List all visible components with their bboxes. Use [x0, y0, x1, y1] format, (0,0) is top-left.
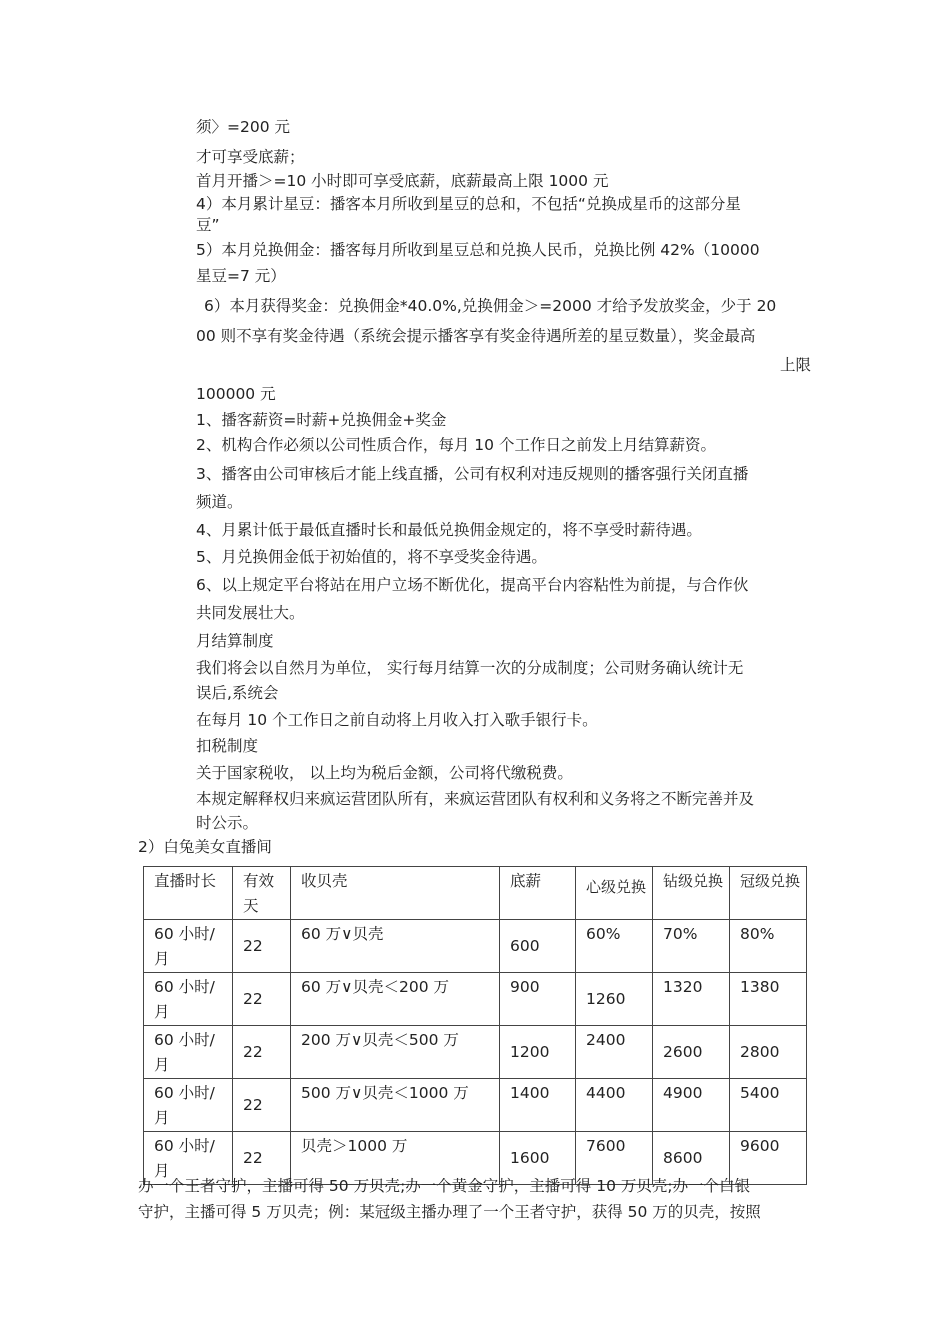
table-cell: 贝壳＞1000 万: [291, 1132, 500, 1185]
table-cell: 70%: [653, 920, 730, 973]
text-line: 星豆=7 元）: [196, 267, 286, 285]
table-cell: [233, 920, 291, 973]
rate-table: [143, 866, 807, 1185]
text-line: 关于国家税收， 以上均为税后金额，公司将代缴税费。: [196, 764, 573, 782]
table-row: [144, 973, 807, 1026]
text-line: 频道。: [196, 493, 243, 511]
text-line: 100000 元: [196, 385, 276, 403]
table-cell: [653, 1026, 730, 1079]
header-text: 心级兑换: [586, 878, 647, 896]
table-cell: 1400: [500, 1079, 576, 1132]
cell-text: 2600: [663, 1043, 703, 1061]
table-cell: 200 万∨贝壳＜500 万: [291, 1026, 500, 1079]
text-line: 4、月累计低于最低直播时长和最低兑换佣金规定的，将不享受时薪待遇。: [196, 521, 702, 539]
table-cell: 60 小时/月: [144, 920, 233, 973]
table-cell: 1380: [730, 973, 807, 1026]
text-line: 6、以上规定平台将站在用户立场不断优化，提高平台内容粘性为前提，与合作伙: [196, 576, 749, 594]
table-header-cell: [576, 867, 653, 920]
text-line: 1、播客薪资=时薪+兑换佣金+奖金: [196, 411, 447, 429]
table-row: [144, 1079, 807, 1132]
table-cell: 7600: [576, 1132, 653, 1185]
table-cell: 60 小时/月: [144, 1079, 233, 1132]
text-line: 才可享受底薪；: [196, 148, 305, 166]
cell-text: 1260: [586, 990, 626, 1008]
text-line: 4）本月累计星豆：播客本月所收到星豆的总和，不包括“兑换成星币的这部分星: [196, 195, 741, 213]
cell-text: 22: [243, 1096, 263, 1114]
section-heading: 2）白兔美女直播间: [138, 838, 272, 856]
table-cell: 60 万∨贝壳＜200 万: [291, 973, 500, 1026]
text-line: 误后,系统会: [196, 684, 279, 702]
table-cell: [233, 1026, 291, 1079]
text-line: 00 则不享有奖金待遇（系统会提示播客享有奖金待遇所差的星豆数量），奖金最高: [196, 327, 756, 345]
text-line: 办一个王者守护，主播可得 50 万贝壳;办一个黄金守护，主播可得 10 万贝壳;办一个白银: [138, 1177, 751, 1195]
table-cell: [576, 973, 653, 1026]
table-header-cell: 有效天: [233, 867, 291, 920]
table-cell: 500 万∨贝壳＜1000 万: [291, 1079, 500, 1132]
cell-text: 8600: [663, 1149, 703, 1167]
table-row: [144, 1026, 807, 1079]
text-line: 2、机构合作必须以公司性质合作，每月 10 个工作日之前发上月结算薪资。: [196, 436, 716, 454]
text-line: 共同发展壮大。: [196, 604, 305, 622]
text-line: 豆”: [196, 216, 220, 234]
table-header-cell: 底薪: [500, 867, 576, 920]
table-header-cell: 钻级兑换: [653, 867, 730, 920]
table-cell: 4900: [653, 1079, 730, 1132]
cell-text: 22: [243, 1149, 263, 1167]
text-line: 我们将会以自然月为单位， 实行每月结算一次的分成制度；公司财务确认统计无: [196, 659, 744, 677]
table-cell: 9600: [730, 1132, 807, 1185]
table-cell: [500, 920, 576, 973]
table-header-cell: 直播时长: [144, 867, 233, 920]
cell-text: 22: [243, 1043, 263, 1061]
table-header-row: [144, 867, 807, 920]
text-line: 3、播客由公司审核后才能上线直播，公司有权利对违反规则的播客强行关闭直播: [196, 465, 749, 483]
cell-text: 22: [243, 937, 263, 955]
text-line: 本规定解释权归来疯运营团队所有，来疯运营团队有权利和义务将之不断完善并及: [196, 790, 755, 808]
cell-text: 2800: [740, 1043, 780, 1061]
table-cell: 80%: [730, 920, 807, 973]
text-line: 在每月 10 个工作日之前自动将上月收入打入歌手银行卡。: [196, 711, 598, 729]
cell-text: 600: [510, 937, 540, 955]
table-cell: [500, 1026, 576, 1079]
cell-text: 1200: [510, 1043, 550, 1061]
table-cell: 60 万∨贝壳: [291, 920, 500, 973]
text-line: 5）本月兑换佣金：播客每月所收到星豆总和兑换人民币，兑换比例 42%（10000: [196, 241, 760, 259]
table-cell: 5400: [730, 1079, 807, 1132]
table-cell: [233, 973, 291, 1026]
table-cell: [730, 1026, 807, 1079]
table-cell: [233, 1079, 291, 1132]
text-line: 6）本月获得奖金：兑换佣金*40.0%,兑换佣金＞=2000 才给予发放奖金，少于 20: [204, 297, 777, 315]
table-cell: 60 小时/月: [144, 973, 233, 1026]
cell-text: 22: [243, 990, 263, 1008]
section-heading: 月结算制度: [196, 632, 274, 650]
table-row: [144, 920, 807, 973]
cell-text: 1600: [510, 1149, 550, 1167]
text-line: 守护，主播可得 5 万贝壳；例：某冠级主播办理了一个王者守护，获得 50 万的贝壳，按照: [138, 1203, 761, 1221]
text-line: 首月开播＞=10 小时即可享受底薪，底薪最高上限 1000 元: [196, 172, 609, 190]
text-line: 时公示。: [196, 814, 259, 832]
table-cell: 60%: [576, 920, 653, 973]
table-cell: 900: [500, 973, 576, 1026]
table-cell: 60 小时/月: [144, 1132, 233, 1185]
table-header-cell: 冠级兑换: [730, 867, 807, 920]
text-line: 5、月兑换佣金低于初始值的，将不享受奖金待遇。: [196, 548, 547, 566]
table-cell: 2400: [576, 1026, 653, 1079]
section-heading: 扣税制度: [196, 737, 259, 755]
table-cell: 4400: [576, 1079, 653, 1132]
text-line: 须〉=200 元: [196, 118, 290, 136]
table-cell: 1320: [653, 973, 730, 1026]
table-cell: 60 小时/月: [144, 1026, 233, 1079]
text-line: 上限: [779, 356, 811, 374]
table-header-cell: 收贝壳: [291, 867, 500, 920]
